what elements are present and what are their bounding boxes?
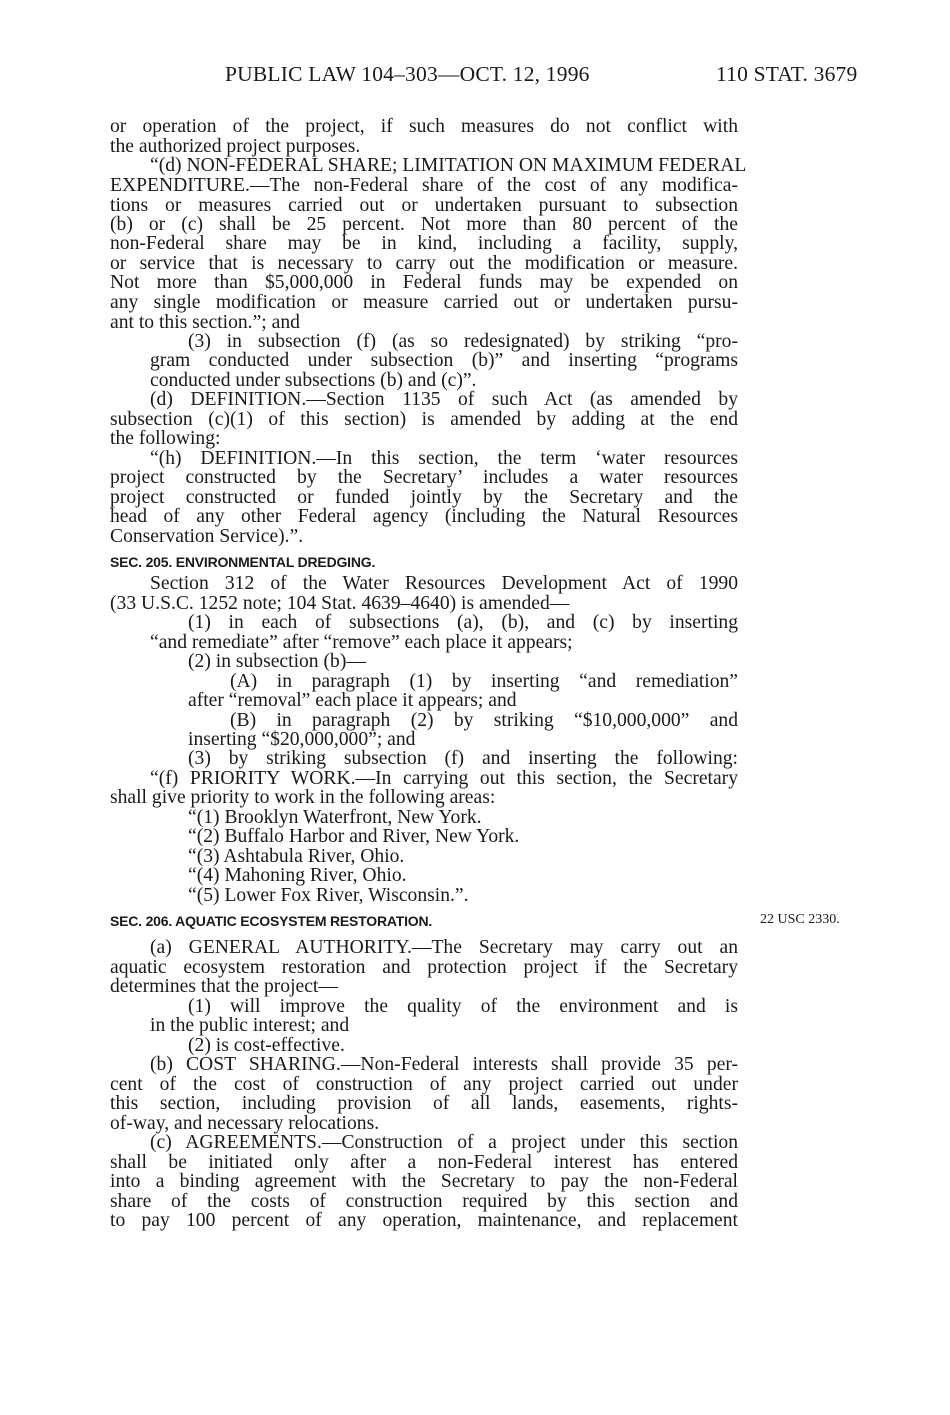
text-line: inserting “$20,000,000”; and	[188, 729, 416, 750]
text-line: “and remediate” after “remove” each place it appears;	[150, 632, 573, 653]
text-line: shall give priority to work in the following areas:	[110, 787, 496, 808]
text-line: “(3) Ashtabula River, Ohio.	[188, 846, 405, 867]
text-line: “(2) Buffalo Harbor and River, New York.	[188, 826, 520, 847]
text-line: aquatic ecosystem restoration and protection project if the Secretary	[110, 957, 738, 978]
text-line: shall be initiated only after a non-Federal interest has entered	[110, 1152, 738, 1173]
text-line: “(5) Lower Fox River, Wisconsin.”.	[188, 885, 469, 906]
text-line: the following:	[110, 428, 221, 449]
text-line: (3) in subsection (f) (as so redesignated) by striking “pro-	[188, 331, 738, 352]
text-line: project constructed or funded jointly by the Secretary and the	[110, 487, 738, 508]
text-line: (d) DEFINITION.—Section 1135 of such Act (as amended by	[150, 389, 738, 410]
text-line: (33 U.S.C. 1252 note; 104 Stat. 4639–4640) is amended—	[110, 593, 570, 614]
text-line: (b) or (c) shall be 25 percent. Not more than 80 percent of the	[110, 214, 738, 235]
text-line: (a) GENERAL AUTHORITY.—The Secretary may carry out an	[150, 937, 738, 958]
margin-note-usc: 22 USC 2330.	[760, 912, 840, 927]
text-line: cent of the cost of construction of any project carried out under	[110, 1074, 738, 1095]
text-line: (2) in subsection (b)—	[188, 651, 366, 672]
text-line: in the public interest; and	[150, 1015, 350, 1036]
text-line: head of any other Federal agency (including the Natural Resources	[110, 506, 738, 527]
text-line: (2) is cost-effective.	[188, 1035, 345, 1056]
text-line: this section, including provision of all lands, easements, rights-	[110, 1093, 738, 1114]
text-line: non-Federal share may be in kind, including a facility, supply,	[110, 233, 738, 254]
text-line: determines that the project—	[110, 976, 338, 997]
section-heading-205: SEC. 205. ENVIRONMENTAL DREDGING.	[110, 554, 376, 570]
text-line: project constructed by the Secretary’ includes a water resources	[110, 467, 738, 488]
section-heading-206: SEC. 206. AQUATIC ECOSYSTEM RESTORATION.	[110, 913, 433, 929]
text-line: to pay 100 percent of any operation, maintenance, and replacement	[110, 1210, 738, 1231]
text-line: the authorized project purposes.	[110, 136, 361, 157]
text-line: “(h) DEFINITION.—In this section, the term ‘water resources	[150, 448, 738, 469]
text-line: “(d) NON-FEDERAL SHARE; LIMITATION ON MAXIMUM FEDERAL	[150, 155, 747, 176]
text-line: (1) in each of subsections (a), (b), and (c) by inserting	[188, 612, 738, 633]
text-line: share of the costs of construction required by this section and	[110, 1191, 738, 1212]
text-line: (B) in paragraph (2) by striking “$10,000,000” and	[230, 710, 738, 731]
text-line: Conservation Service).”.	[110, 526, 304, 547]
text-line: EXPENDITURE.—The non-Federal share of the cost of any modifica-	[110, 175, 738, 196]
text-line: or operation of the project, if such measures do not conflict with	[110, 116, 738, 137]
text-line: conducted under subsections (b) and (c)”.	[150, 370, 477, 391]
text-line: gram conducted under subsection (b)” and inserting “programs	[150, 350, 738, 371]
text-line: ant to this section.”; and	[110, 312, 300, 333]
text-line: or service that is necessary to carry out the modification or measure.	[110, 253, 738, 274]
text-line: into a binding agreement with the Secretary to pay the non-Federal	[110, 1171, 738, 1192]
text-line: “(1) Brooklyn Waterfront, New York.	[188, 807, 482, 828]
text-line: of-way, and necessary relocations.	[110, 1113, 380, 1134]
text-line: “(f) PRIORITY WORK.—In carrying out this section, the Secretary	[150, 768, 738, 789]
text-line: (b) COST SHARING.—Non-Federal interests shall provide 35 per-	[150, 1054, 738, 1075]
text-line: “(4) Mahoning River, Ohio.	[188, 865, 407, 886]
text-line: Section 312 of the Water Resources Development Act of 1990	[150, 573, 738, 594]
text-line: Not more than $5,000,000 in Federal funds may be expended on	[110, 272, 738, 293]
text-line: after “removal” each place it appears; and	[188, 690, 517, 711]
text-line: (1) will improve the quality of the environment and is	[188, 996, 738, 1017]
text-line: subsection (c)(1) of this section) is amended by adding at the end	[110, 409, 738, 430]
text-line: (A) in paragraph (1) by inserting “and remediation”	[230, 671, 738, 692]
text-line: (c) AGREEMENTS.—Construction of a project under this section	[150, 1132, 738, 1153]
text-line: any single modification or measure carried out or undertaken pursu-	[110, 292, 738, 313]
page-header-stat: 110 STAT. 3679	[716, 62, 858, 86]
text-line: tions or measures carried out or undertaken pursuant to subsection	[110, 195, 738, 216]
page-header-title: PUBLIC LAW 104–303—OCT. 12, 1996	[225, 62, 590, 86]
text-line: (3) by striking subsection (f) and inserting the following:	[188, 748, 738, 769]
